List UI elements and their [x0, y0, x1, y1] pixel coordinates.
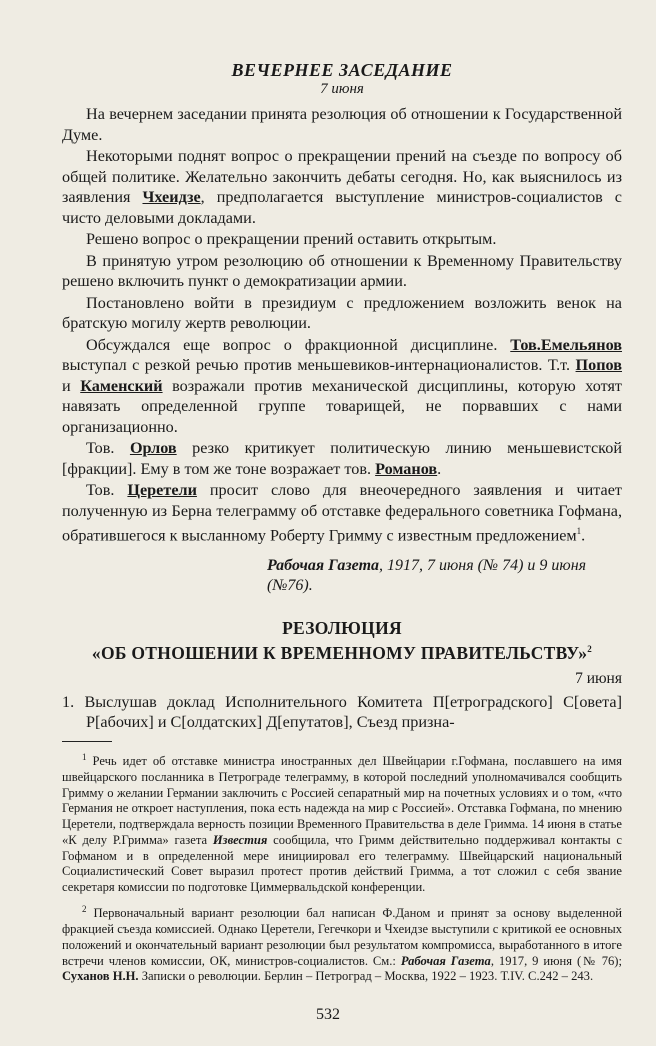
source-citation: Рабочая Газета, 1917, 7 июня (№ 74) и 9 июня (№76).	[267, 556, 587, 594]
session-title: ВЕЧЕРНЕЕ ЗАСЕДАНИЕ	[231, 60, 453, 80]
footnote-1: $^1$ Речь идет об отставке министра иностранных дел Швейцарии г.Гофмана, пославшего на имя швейцарского посланника в Петрограде телеграмму, в которой последний уполномачивался сообщить Гримму о желании Германии заключить с Россией сепаратный мир на почетных условиях и о том, «что Германия не откроет наступления, пока есть надежда на мир с Россией». Отставка Гофмана, по мнению Церетели, подтверждала верность позиции Временного Правительства в деле Гримма. 14 июня в статье «К делу Р.Гримма» газета Известия сообщила, что Гримм действительно поддерживал контакты с Гофманом и в определенной мере инициировал его телеграмму. Швейцарский национальный Социалистический Совет выразил протест против действий Гримма, а тот сложил с себя звание секретаря комиссии по подготовке Циммервальдской конференции.	[62, 751, 622, 895]
footnote-2-author: Суханов Н.Н.	[62, 969, 139, 984]
name-orlov: Орлов	[129, 439, 177, 457]
footnote-2: $^2$ Первоначальный вариант резолюции бал написан Ф.Даном и принят за основу выделенной фракцией съезда комиссией. Однако Церетели, Гегечкори и Чхеидзе выступили с критикой ее основных положений и окончательный вариант резолюции был результатом компромисса, выработанного в итоге встречи членов комиссии, ОК, министров-социалистов. См.: Рабочая Газета, 1917, 9 июня (№ 76); Суханов Н.Н. Записки о революции. Берлин – Петроград – Москва, 1922 – 1923. Т.IV. С.242 – 243.	[62, 904, 623, 984]
name-emelyanov: Тов.Емельянов	[510, 335, 622, 354]
name-popov: Попов	[575, 356, 622, 374]
paragraph-4: В принятую утром резолюцию об отношении к Временному Правительству решено включить пункт о демократизации армии.	[62, 251, 622, 290]
paragraph-7: Тов. Орлов резко критикует политическую линию меньшевистской [фракции]. Ему в том же тоне возражает тов. Романов.	[62, 439, 622, 478]
name-tsereteli: Церетели	[127, 481, 197, 499]
footnote-1-paper: Известия	[212, 832, 268, 847]
paragraph-1: На вечернем заседании принята резолюция об отношении к Государственной Думе.	[62, 105, 622, 144]
name-chkheidze: Чхеидзе	[142, 188, 201, 206]
source-paper: Рабочая Газета	[267, 556, 380, 574]
footnote-ref-1: 1	[576, 526, 582, 536]
resolution-date: 7 июня	[575, 669, 622, 687]
paragraph-3: Решено вопрос о прекращении прений оставить открытым.	[86, 230, 497, 248]
resolution-title: РЕЗОЛЮЦИЯ	[282, 617, 402, 638]
footnote-2-paper: Рабочая Газета	[400, 953, 491, 968]
resolution-item-1: 1. Выслушав доклад Исполнительного Комитета П[етроградского] С[овета] Р[абочих] и С[олдатских] Д[епутатов], Съезд призна-	[62, 692, 622, 732]
page-content	[62, 60, 622, 991]
page-number: 532	[316, 1006, 340, 1023]
name-kamensky: Каменский	[80, 376, 163, 395]
paragraph-2: Некоторыми поднят вопрос о прекращении прений на съезде по вопросу об общей политике. Желательно закончить дебаты сегодня. Но, как выяснилось из заявления Чхеидзе, предполагается выступление министров-социалистов с чисто деловыми докладами.	[62, 147, 622, 227]
resolution-subtitle: «ОБ ОТНОШЕНИИ К ВРЕМЕННОМУ ПРАВИТЕЛЬСТВУ»$^2$	[91, 642, 593, 663]
paragraph-5: Постановлено войти в президиум с предложением возложить венок на братскую могилу жертв революции.	[62, 293, 622, 332]
name-romanov: Романов	[375, 459, 438, 478]
resolution-heading	[62, 618, 622, 664]
footnote-divider	[62, 741, 112, 742]
session-date: 7 июня	[320, 81, 364, 97]
paragraph-8: Тов. Церетели просит слово для внеочередного заявления и читает полученную из Берна телеграмму об отставке федерального советника Гофмана, обратившегося к высланному Роберту Гримму с известным предложением$^1$.	[62, 481, 622, 545]
paragraph-6: Обсуждался еще вопрос о фракционной дисциплине. Тов.Емельянов выступал с резкой речью против меньшевиков-интернационалистов. Т.т. Попов и Каменский возражали против механической дисциплины, которую хотят навязать определенной группе товарищей, не порвавших с нами организационно.	[62, 335, 622, 436]
footnote-ref-2: 2	[587, 643, 593, 654]
